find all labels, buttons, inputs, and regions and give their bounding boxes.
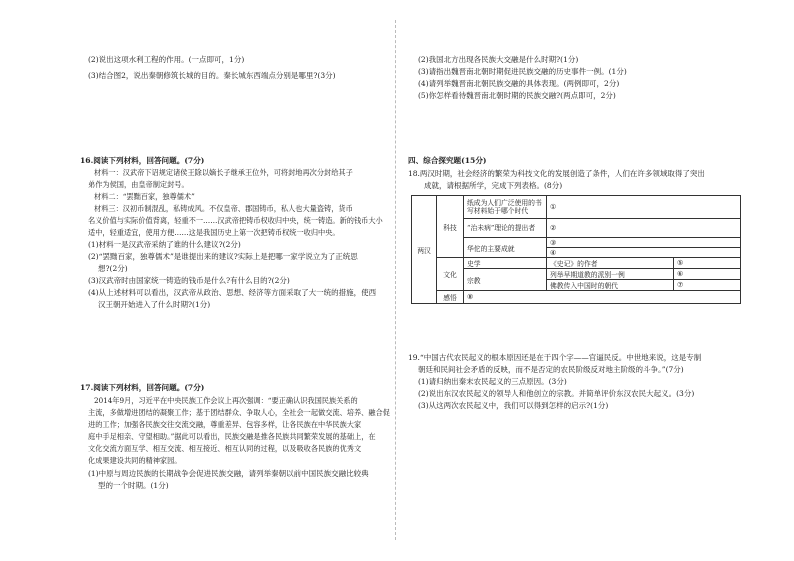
q17-material-line: 庭中手足相亲、守望相助。”据此可以看出，民族交融是推各民族共同繁荣发展的基础上，在 — [88, 432, 376, 441]
q17-head: 17.阅读下列材料，回答问题。(7分) — [80, 383, 205, 392]
table-item: 华佗的主要成就 — [464, 238, 547, 258]
table-item: 《史记》的作者 — [547, 258, 674, 269]
q16-question: (3)汉武帝时由国家统一铸造的钱币是什么?有什么目的?(2分) — [88, 276, 290, 285]
answer-cell[interactable]: ③ — [547, 238, 741, 248]
q18-head: 18.两汉时期，社会经济的繁荣为科技文化的发展创造了条件，人们在许多领域取得了突出 — [408, 169, 705, 178]
q-right-sub5: (5)你怎样看待魏晋南北朝时期的民族交融?(两点即可，2分) — [418, 91, 616, 100]
q16-question: (2)“罢黜百家，独尊儒术”是谁提出来的建议?实际上是把哪一家学说立为了正统思 — [88, 252, 358, 261]
q17-material-line: 主流，多做增进团结的凝聚工作；基于团结群众、争取人心，全社会一起做交流、培养、融合促 — [88, 408, 390, 417]
q17-material-line: 化成果建设共同的精神家园。 — [88, 456, 182, 465]
q16-question: 汉王朝开始进入了什么时期?(1分) — [98, 300, 211, 309]
q16-question: (4)从上述材料可以看出，汉武帝从政治、思想、经济等方面采取了大一统的措施，使西 — [88, 288, 377, 297]
q17-material-line: 进的工作；加强各民族交往交流交融，尊重差异、包容多样，让各民族在中华民族大家 — [88, 420, 362, 429]
q17-material-line: 2014年9月，习近平在中央民族工作会议上再次强调：“要正确认识我国民族关系的 — [94, 396, 358, 405]
q19-line: (2)说出东汉农民起义的领导人和他创立的宗教。并简单评价东汉农民大起义。(3分) — [418, 389, 695, 398]
q16-head: 16.阅读下列材料，回答问题。(7分) — [80, 156, 205, 165]
table-item: 纸成为人们广泛使用的书写材料始于哪个时代 — [464, 196, 547, 219]
table-item: 列举早期道教的派别一例 — [547, 269, 674, 280]
q17-question: 型的一个时期。(1分) — [98, 481, 169, 490]
table-item: 史学 — [464, 258, 547, 269]
q19-line: 19.“中国古代农民起义的根本原因还是在于四个字——官逼民反。中世地来说，这是专制 — [408, 353, 702, 362]
q16-question: 想?(2分) — [98, 264, 128, 273]
q18-head: 成就，请根据所学，完成下列表格。(8分) — [424, 181, 563, 190]
q16-material-line: 名义价值与实际价值背离，轻重不一……汉武帝把铸币权收归中央，统一铸造。新的钱币大小 — [88, 216, 383, 225]
period-cell: 两汉 — [412, 196, 437, 304]
q-right-sub2: (2)我国北方出现各民族大交融是什么时期?(1分) — [418, 55, 579, 64]
table-item: 宗教 — [464, 269, 547, 291]
answer-cell[interactable]: ⑦ — [674, 280, 741, 291]
q19-line: 朝廷和民间社会矛盾的反映，而不是否定的农民阶级反对地主阶级的斗争。”(7分) — [418, 365, 684, 374]
q16-material-line: 弟作为侯国，由皇帝制定封号。 — [88, 180, 189, 189]
keji-cell: 科技 — [437, 196, 464, 258]
answer-cell[interactable]: ⑧ — [464, 291, 741, 304]
q16-question: (1)材料一是汉武帝采纳了谁的什么建议?(2分) — [88, 240, 241, 249]
answer-cell[interactable]: ① — [547, 196, 741, 219]
q17-question: (1)中原与周边民族的长期战争会促进民族交融，请列举秦朝以前中国民族交融比较典 — [88, 469, 369, 478]
table-item: 佛教传入中国时的朝代 — [547, 280, 674, 291]
q16-material-line: 材料一：汉武帝下诏规定诸侯王除以嫡长子继承王位外，可将封地再次分封给其子 — [94, 168, 353, 177]
q16-material-line: 材料二：“罢黜百家，独尊儒术” — [94, 192, 195, 201]
q-right-sub4: (4)请列举魏晋南北朝民族交融的具体表现。(两例即可，2分) — [418, 79, 620, 88]
q16-material-line: 适中，轻重适宜，使用方便……这是我国历史上第一次把铸币权统一收归中央。 — [88, 228, 340, 237]
q18-table — [411, 195, 741, 304]
q15-sub3: (3)结合图2，说出秦朝修筑长城的目的。秦长城东西端点分别是哪里?(3分) — [88, 71, 336, 80]
q17-material-line: 文化交流方面互学、相互交流、相互接近、相互认同的过程，以及吸收各民族的优秀文 — [88, 444, 362, 453]
table-item: “治未病”理论的提出者 — [464, 219, 547, 238]
q16-material-line: 材料三：汉初币制混乱，私铸成风。不仅皇帝、郡国铸币，私人也大量盗铸，货币 — [94, 204, 353, 213]
section-title: 四、综合探究题(15分) — [408, 156, 487, 165]
wenhua-cell: 文化 — [437, 258, 464, 291]
q15-sub2: (2)说出这项水利工程的作用。(一点即可，1分) — [88, 55, 245, 64]
ganwu-cell: 感悟 — [437, 291, 464, 304]
column-divider — [395, 20, 396, 540]
answer-cell[interactable]: ④ — [547, 248, 741, 258]
answer-cell[interactable]: ⑥ — [674, 269, 741, 280]
q19-line: (3)从这两次农民起义中，我们可以得到怎样的启示?(1分) — [418, 401, 609, 410]
q19-line: (1)请归纳出秦末农民起义的三点原因。(3分) — [418, 377, 567, 386]
q-right-sub3: (3)请指出魏晋南北朝时期促进民族交融的历史事件一例。(1分) — [418, 67, 627, 76]
answer-cell[interactable]: ⑤ — [674, 258, 741, 269]
answer-cell[interactable]: ② — [547, 219, 741, 238]
